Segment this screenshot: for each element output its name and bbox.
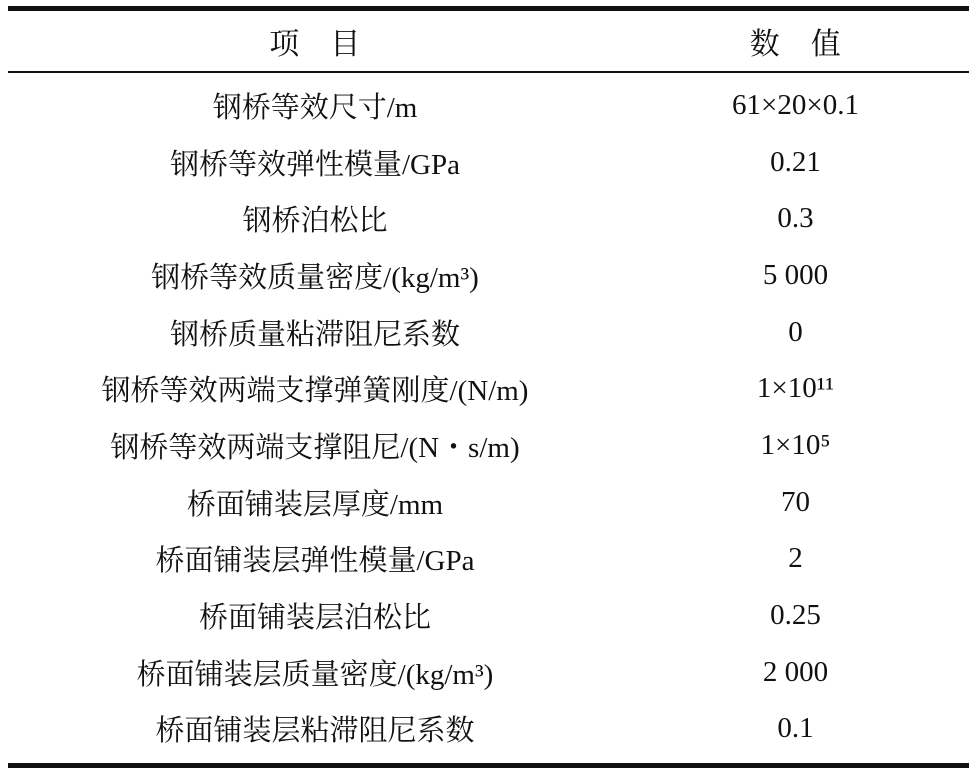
table-row xyxy=(8,417,969,474)
item-cell: 钢桥质量粘滞阻尼系数 xyxy=(169,318,460,351)
value-cell: 2 000 xyxy=(762,655,829,688)
item-cell: 钢桥等效两端支撑阻尼/(N・s/m) xyxy=(110,431,520,464)
value-cell: 0.21 xyxy=(770,145,821,178)
item-cell: 桥面铺装层质量密度/(kg/m³) xyxy=(136,658,494,691)
table-row xyxy=(8,701,969,758)
parameter-table xyxy=(8,6,969,768)
item-cell: 钢桥泊松比 xyxy=(242,205,388,238)
table-row xyxy=(8,360,969,417)
item-cell: 桥面铺装层厚度/mm xyxy=(186,488,444,521)
table-row xyxy=(8,531,969,588)
value-cell: 2 xyxy=(788,542,803,575)
value-cell: 0.3 xyxy=(777,202,814,235)
item-cell: 钢桥等效弹性模量/GPa xyxy=(169,148,460,181)
item-cell: 钢桥等效尺寸/m xyxy=(212,91,418,124)
item-cell: 钢桥等效两端支撑弹簧刚度/(N/m) xyxy=(101,375,529,408)
item-cell: 桥面铺装层泊松比 xyxy=(198,602,431,635)
value-cell: 5 000 xyxy=(762,258,829,291)
value-cell: 1×10⁵ xyxy=(760,428,831,461)
item-cell: 钢桥等效质量密度/(kg/m³) xyxy=(151,261,479,294)
header-item-cell: 项 目 xyxy=(269,28,361,61)
item-cell: 桥面铺装层弹性模量/GPa xyxy=(155,545,475,578)
table-header-row xyxy=(8,11,969,71)
value-cell: 0 xyxy=(788,315,803,348)
value-cell: 0.1 xyxy=(777,712,814,745)
table-row xyxy=(8,134,969,191)
table-row xyxy=(8,190,969,247)
table-row xyxy=(8,587,969,644)
header-value-cell: 数 值 xyxy=(749,28,842,61)
table-row xyxy=(8,77,969,134)
value-cell: 1×10¹¹ xyxy=(756,372,835,405)
value-cell: 70 xyxy=(781,485,810,518)
value-cell: 61×20×0.1 xyxy=(732,88,859,121)
table-bottom-rule xyxy=(8,763,969,768)
table-row xyxy=(8,644,969,701)
table-body xyxy=(8,73,969,757)
value-cell: 0.25 xyxy=(770,599,821,632)
table-row xyxy=(8,474,969,531)
table-row xyxy=(8,247,969,304)
item-cell: 桥面铺装层粘滞阻尼系数 xyxy=(155,715,475,748)
table-row xyxy=(8,304,969,361)
